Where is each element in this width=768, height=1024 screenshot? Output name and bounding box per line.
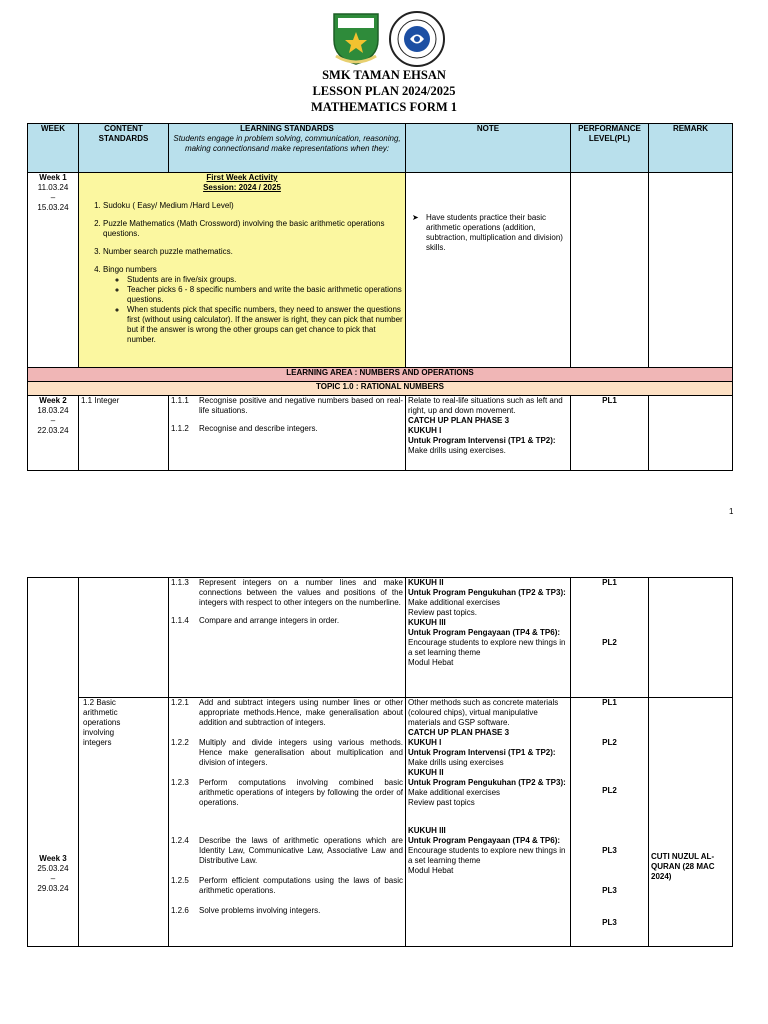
standard-code: 1.1.2 (171, 424, 189, 433)
remark-text: CUTI NUZUL AL-QURAN (28 MAC 2024) (651, 852, 715, 881)
col-content: CONTENT STANDARDS (79, 124, 169, 173)
standard-code: 1.2.1 (171, 698, 189, 707)
standard-text: Multiply and divide integers using various methods. Hence make generalisation about multiplication and division of integers. (199, 738, 403, 767)
week2-note-cell (406, 396, 571, 471)
note-line: KUKUH I (408, 426, 442, 435)
school-crest-logo (328, 10, 384, 66)
topic-row (28, 382, 733, 396)
week2-dash: – (50, 416, 56, 425)
note-line: KUKUH III (408, 618, 446, 627)
standard-code: 1.2.6 (171, 906, 189, 915)
note-line: Make additional exercises (408, 788, 501, 797)
week1-activity-cell (79, 173, 406, 368)
subject-title: MATHEMATICS FORM 1 (310, 100, 458, 114)
pl-value: PL1 (602, 698, 617, 707)
standard-code: 1.1.4 (171, 616, 189, 625)
pl-value: PL3 (602, 886, 617, 895)
note-line: (coloured chips), virtual manipulative materials and GSP software. (408, 708, 538, 727)
activity-title: First Week Activity (206, 173, 278, 182)
learning-subheading: Students engage in problem solving, communication, reasoning, making connectionsand make representations when they: (173, 134, 401, 153)
note-line: KUKUH I (408, 738, 442, 747)
page2-row1-note (406, 578, 571, 698)
bingo-item: ◦ When students pick that specific numbers, they need to answer the questions first (without using calculator). If the answer is right, they can pick that number but if the answer is wrong the other groups can get chance to pick that number. (127, 305, 403, 345)
note-line: Untuk Program Pengukuhan (TP2 & TP3): (408, 588, 566, 597)
bingo-item: ◦ Students are in five/six groups. (127, 275, 403, 285)
week2-start: 18.03.24 (37, 406, 69, 415)
note-line: Untuk Program Intervensi (TP1 & TP2): (408, 748, 556, 757)
week1-start: 11.03.24 (37, 183, 69, 192)
activity-item (103, 265, 403, 345)
week1-note: Have students practice their basic arithmetic operations (addition, subtraction, multiplication and division) skills. (426, 213, 563, 252)
note-line: KUKUH III (408, 826, 446, 835)
page2-row1-content (79, 578, 169, 698)
note-line: KUKUH II (408, 768, 444, 777)
note-line: KUKUH II (408, 578, 444, 587)
standard-text: Perform computations involving combined basic arithmetic operations of integers by following the order of operations. (199, 778, 403, 807)
week2-remark-cell (649, 396, 733, 471)
standard-text: Describe the laws of arithmetic operations which are Identity Law, Communicative Law, Associative Law and Distributive Law. (199, 836, 403, 865)
arrow-bullet-icon: ➤ (412, 213, 419, 222)
week3-end: 29.03.24 (37, 884, 69, 893)
week1-pl-cell (571, 173, 649, 368)
standard-text: Recognise positive and negative numbers based on real-life situations. (199, 396, 403, 415)
activity-item: 3. Number search puzzle mathematics. (103, 247, 403, 257)
week2-standards (169, 396, 406, 471)
learning-heading: LEARNING STANDARDS (240, 124, 334, 133)
pl-value: PL3 (602, 846, 617, 855)
standard-code: 1.1.1 (171, 396, 189, 405)
standard-code: 1.2.3 (171, 778, 189, 787)
page2-row1-remark (649, 578, 733, 698)
week3-cell (28, 578, 79, 947)
page2-row1 (28, 578, 733, 698)
week1-remark-cell (649, 173, 733, 368)
note-line: Untuk Program Pengukuhan (TP2 & TP3): (408, 778, 566, 787)
week2-content: 1.1 Integer (79, 396, 169, 471)
col-remark: REMARK (649, 124, 733, 173)
week1-cell (28, 173, 79, 368)
bingo-list (103, 275, 403, 345)
note-line: Make drills using exercises. (408, 446, 506, 455)
note-line: Encourage students to explore new things in a set learning theme (408, 846, 566, 865)
lesson-plan-table-page2 (27, 577, 733, 947)
note-line: Review past topics (408, 798, 475, 807)
standard-code: 1.1.3 (171, 578, 189, 587)
week3-label: Week 3 (39, 854, 67, 863)
page2-row2-content (79, 698, 169, 947)
content-standard: 1.2 Basic arithmetic operations involving integers (83, 698, 121, 747)
note-line: Untuk Program Pengayaan (TP4 & TP6): (408, 628, 561, 637)
activity-item: 2. Puzzle Mathematics (Math Crossword) involving the basic arithmetic operations questions. (103, 219, 403, 239)
note-line: Modul Hebat (408, 866, 454, 875)
col-performance: PERFORMANCE LEVEL(PL) (571, 124, 649, 173)
week1-end: 15.03.24 (37, 203, 69, 212)
col-learning (169, 124, 406, 173)
page2-row2-note (406, 698, 571, 947)
page2-row2 (28, 698, 733, 947)
page2-row2-remark (649, 698, 733, 947)
col-week: WEEK (28, 124, 79, 173)
table-header-row (28, 124, 733, 173)
pl-value: PL2 (602, 638, 617, 647)
page-number: 1 (729, 507, 734, 516)
activity-list (81, 201, 403, 345)
week1-label: Week 1 (39, 173, 67, 182)
standard-text: Recognise and describe integers. (199, 424, 318, 433)
learning-area: LEARNING AREA : NUMBERS AND OPERATIONS (28, 368, 733, 382)
week3-dash: – (50, 874, 56, 883)
pl-value: PL2 (602, 786, 617, 795)
ministry-seal-logo (388, 10, 446, 68)
school-name: SMK TAMAN EHSAN (322, 68, 446, 82)
standard-text: Solve problems involving integers. (199, 906, 321, 915)
week2-label: Week 2 (39, 396, 67, 405)
col-note: NOTE (406, 124, 571, 173)
note-line: CATCH UP PLAN PHASE 3 (408, 728, 510, 737)
activity-session: Session: 2024 / 2025 (203, 183, 281, 192)
page2-row2-pl (571, 698, 649, 947)
week2-pl: PL1 (571, 396, 649, 471)
note-line: Untuk Program Intervensi (TP1 & TP2): (408, 436, 556, 445)
week1-note-cell (406, 173, 571, 368)
standard-code: 1.2.2 (171, 738, 189, 747)
standard-text: Represent integers on a number lines and make connections between the values and positions of the integers with respect to other integers on the numberline. (199, 578, 403, 607)
pl-value: PL1 (602, 578, 617, 587)
page2-row2-standards (169, 698, 406, 947)
note-line: Make drills using exercises (408, 758, 504, 767)
pl-value: PL3 (602, 918, 617, 927)
note-line: Make additional exercises (408, 598, 501, 607)
note-line: Modul Hebat (408, 658, 454, 667)
standard-text: Add and subtract integers using number lines or other appropriate methods.Hence, make generalisation about addition and subtraction of integers. (199, 698, 403, 727)
standard-text: Compare and arrange integers in order. (199, 616, 340, 625)
standard-code: 1.2.5 (171, 876, 189, 885)
note-line: CATCH UP PLAN PHASE 3 (408, 416, 510, 425)
note-line: Relate to real-life situations such as left and right, up and down movement. (408, 396, 563, 415)
bingo-item: ◦ Teacher picks 6 - 8 specific numbers and write the basic arithmetic operations questions. (127, 285, 403, 305)
note-line: Review past topics. (408, 608, 477, 617)
week2-cell (28, 396, 79, 471)
learning-area-row (28, 368, 733, 382)
week1-row (28, 173, 733, 368)
week1-dash: – (50, 193, 56, 202)
page2-row1-standards (169, 578, 406, 698)
page2-row1-pl (571, 578, 649, 698)
lesson-plan-table-page1 (27, 123, 733, 471)
plan-title: LESSON PLAN 2024/2025 (312, 84, 456, 98)
standard-code: 1.2.4 (171, 836, 189, 845)
pl-value: PL2 (602, 738, 617, 747)
week2-end: 22.03.24 (37, 426, 69, 435)
week2-row (28, 396, 733, 471)
topic-title: TOPIC 1.0 : RATIONAL NUMBERS (28, 382, 733, 396)
note-line: Untuk Program Pengayaan (TP4 & TP6): (408, 836, 561, 845)
activity-item: 1. Sudoku ( Easy/ Medium /Hard Level) (103, 201, 403, 211)
note-line: Other methods such as concrete materials (408, 698, 559, 707)
logo-group (0, 10, 768, 68)
standard-text: Perform efficient computations using the laws of basic arithmetic operations. (199, 876, 403, 895)
note-line: Encourage students to explore new things in a set learning theme (408, 638, 566, 657)
week3-start: 25.03.24 (37, 864, 69, 873)
bingo-heading: Bingo numbers (103, 265, 157, 274)
